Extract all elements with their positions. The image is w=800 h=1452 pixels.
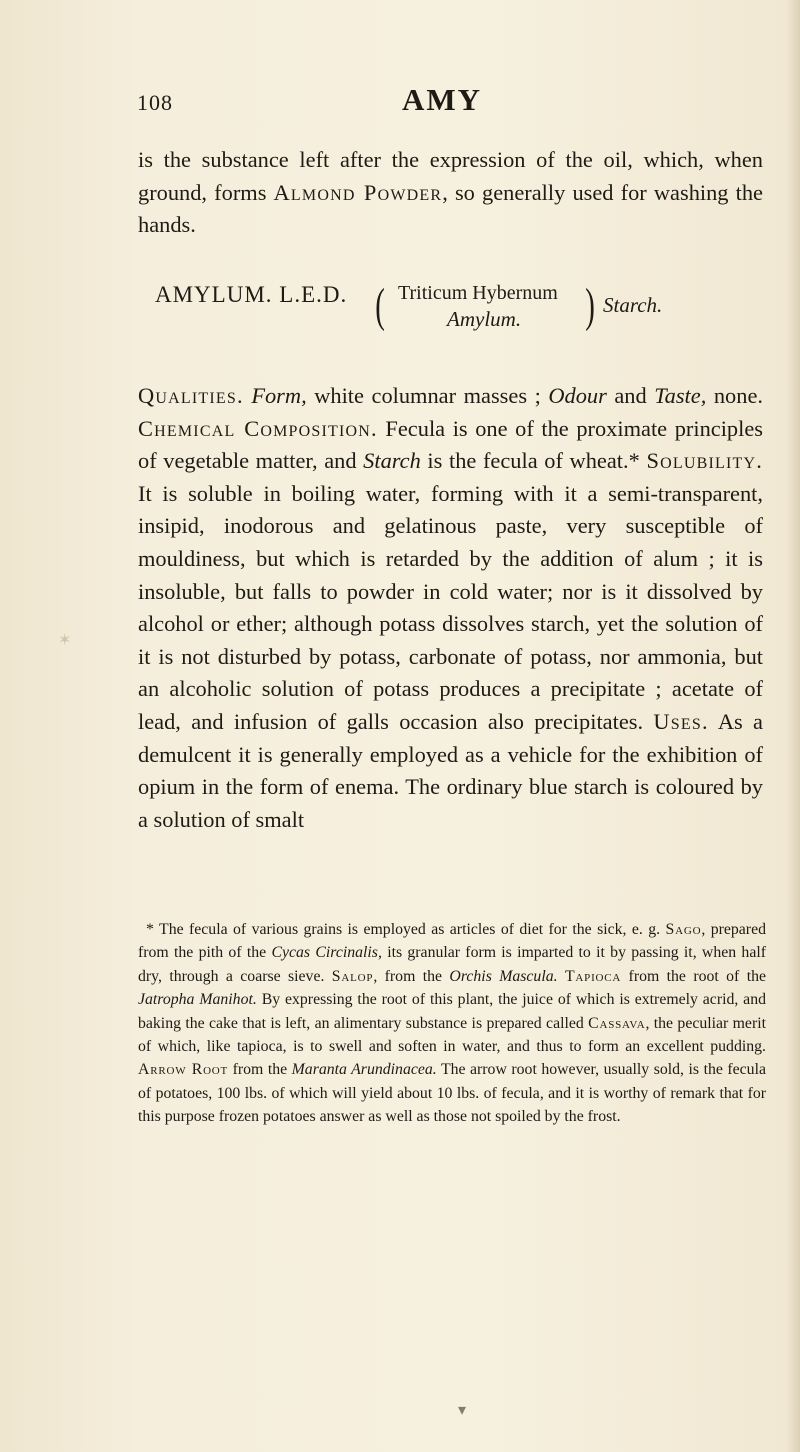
entry-title [155,280,775,360]
taste-term: Taste, [654,383,707,408]
text-run: white columnar masses ; [306,383,549,408]
jatropha-term: Jatropha Manihot. [138,991,257,1009]
footnote-marker: * [146,921,154,938]
almond-powder-term: Almond Powder [273,179,443,205]
text-run: As a demulcent it is generally employed as a vehicle for the exhibition of opium in the form of enema. The ordinary blue starch is coloured by a solution of smalt [138,708,763,832]
footnote-text: its granular form is imparted to it by passing it, when half dry, through a coarse sieve. [138,944,766,985]
left-brace: ( [375,279,385,332]
salop-term: Salop [331,967,374,985]
text-run: Fecula is one of the proximate principles of vegetable matter, and [138,415,763,474]
running-head: AMY [402,82,483,117]
intro-text-b: , so generally used for washing the hands. [138,179,763,238]
sago-term: Sago [665,921,702,938]
footnote-text: , from the [373,967,450,985]
latin-name-line1: Triticum Hybernum [398,282,558,304]
chemical-composition-heading: Chemical Composition. [138,415,378,441]
qualities-heading: Qualities. [138,383,244,408]
uses-heading: Uses. [653,708,709,734]
text-run: none. [706,383,763,408]
cycas-term: Cycas Circinalis, [271,944,382,962]
arrow-root-term: Arrow Root [138,1061,229,1079]
footnote-text: By expressing the root of this plant, the juice of which is extremely acrid, and baking the cake that is left, an alimentary substance is prepared called [138,991,766,1032]
footnote [138,918,766,1129]
entry-title-main: AMYLUM. L.E.D. [155,282,348,307]
text-run: is the fecula of wheat.* [420,448,647,474]
page-edge-shadow [786,0,800,1452]
ink-stain-mark: ✶ [58,630,72,649]
starch-term: Starch [363,448,421,474]
form-term: Form, [251,383,307,408]
solubility-heading: Solubility. [646,448,764,474]
footnote-text: The arrow root however, usually sold, is the fecula of potatoes, 100 lbs. of which will yield about 10 lbs. of fecula, and it is worthy of remark that for this purpose frozen potatoes answer as well as those not spoiled by the frost. [138,1061,766,1126]
footnote-text: , prepared from the pith of the [138,921,766,962]
bottom-ink-mark: ▾ [458,1400,467,1419]
footnote-text: The fecula of various grains is employed as articles of diet for the sick, e. g. [153,921,666,938]
orchis-term: Orchis Mascula. [449,967,558,985]
footnote-text: from the root of the [621,967,766,985]
text-run: and [606,383,655,408]
maranta-term: Maranta Arundinacea. [291,1061,437,1079]
tapioca-term: Tapioca [564,967,622,985]
odour-term: Odour [548,383,607,408]
latin-name-line2: Amylum. [447,307,522,331]
footnote-text [558,968,565,985]
text-run: It is soluble in boiling water, forming with it a semi-transparent, insipid, inodorous and gelatinous paste, very susceptible of mouldiness, but which is retarded by the addition of alum ; it is insoluble, but falls to powder in cold water; nor is it dissolved by alcohol or ether; although potass dissolves starch, yet the solution of it is not disturbed by potass, carbonate of potass, nor ammonia, but an alcoholic solution of potass produces a precipitate ; acetate of lead, and infusion of galls occasion also precipitates. [138,480,763,734]
page-header [0,82,800,122]
intro-text-a: is the substance left after the expression of the oil, which, when ground, forms [138,147,763,205]
english-name: Starch. [603,293,663,317]
intro-paragraph [138,144,763,242]
entry-body-paragraph [138,380,763,836]
cassava-term: Cassava [588,1014,646,1032]
footnote-text: from the [228,1061,292,1079]
right-brace: ) [585,279,595,332]
footnote-text: , the peculiar merit of which, like tapioca, is to swell and soften in water, and thus to form an excellent pudding. [138,1014,766,1056]
page-number: 108 [137,90,173,115]
